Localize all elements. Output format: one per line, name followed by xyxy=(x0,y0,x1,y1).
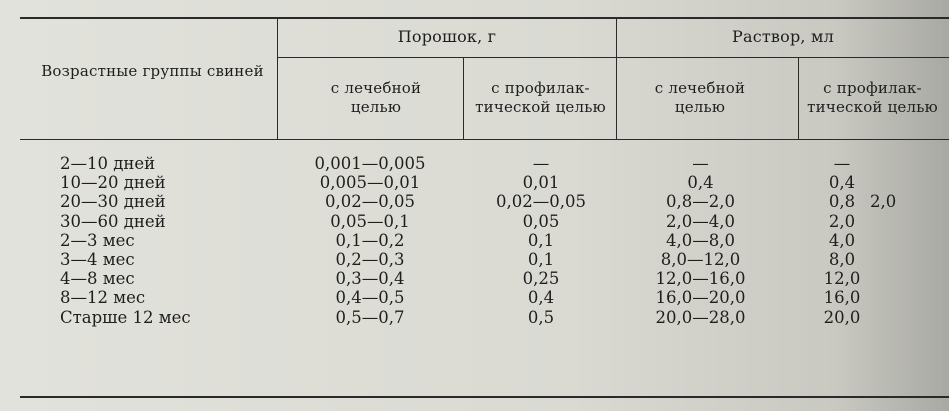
subheader-rule xyxy=(277,57,949,58)
cell-age: 10—20 дней xyxy=(60,173,166,193)
table-body xyxy=(0,154,949,327)
cell-extra: 2,0 xyxy=(870,192,897,212)
cell-age: 2—3 мес xyxy=(60,230,135,250)
cell-powder-prophylactic: 0,4 xyxy=(527,288,555,308)
cell-solution-therapeutic: — xyxy=(692,154,709,173)
cell-powder-prophylactic: 0,1 xyxy=(527,249,555,269)
header-powder-prophylactic: с профилак-тической целью xyxy=(475,79,606,116)
cell-powder-therapeutic: 0,3—0,4 xyxy=(335,269,405,289)
table-row xyxy=(0,154,949,173)
table-row xyxy=(0,308,949,327)
cell-powder-prophylactic: — xyxy=(532,154,550,173)
header-bottom-rule xyxy=(20,139,949,140)
cell-age: 20—30 дней xyxy=(60,192,166,212)
header-divider-solution xyxy=(798,58,799,139)
cell-solution-prophylactic: 4,0 xyxy=(828,230,856,250)
header-powder-therapeutic: с лечебной целью xyxy=(330,79,422,116)
cell-powder-prophylactic: 0,02—0,05 xyxy=(496,192,586,212)
cell-powder-therapeutic: 0,2—0,3 xyxy=(335,249,405,269)
cell-powder-therapeutic: 0,4—0,5 xyxy=(335,288,405,308)
cell-powder-prophylactic: 0,1 xyxy=(527,230,555,250)
cell-solution-therapeutic: 12,0—16,0 xyxy=(655,269,746,289)
cell-powder-therapeutic: 0,001—0,005 xyxy=(314,154,426,173)
cell-solution-prophylactic: — xyxy=(833,154,851,173)
cell-powder-therapeutic: 0,1—0,2 xyxy=(335,230,405,250)
cell-solution-prophylactic: 12,0 xyxy=(823,269,861,289)
table-bottom-rule xyxy=(20,396,949,398)
table-row xyxy=(0,192,949,211)
cell-powder-therapeutic: 0,05—0,1 xyxy=(330,211,410,231)
table-row xyxy=(0,269,949,288)
table-row xyxy=(0,173,949,192)
cell-solution-prophylactic: 16,0 xyxy=(823,288,861,308)
header-solution-prophylactic: с профилак-тической целью xyxy=(807,79,938,116)
cell-age: 3—4 мес xyxy=(60,249,135,269)
cell-solution-therapeutic: 8,0—12,0 xyxy=(660,249,741,269)
cell-powder-prophylactic: 0,05 xyxy=(522,211,560,231)
cell-solution-therapeutic: 16,0—20,0 xyxy=(655,288,746,308)
cell-powder-therapeutic: 0,5—0,7 xyxy=(335,307,405,327)
cell-solution-prophylactic: 2,0 xyxy=(828,211,856,231)
cell-solution-therapeutic: 4,0—8,0 xyxy=(666,230,735,250)
table-top-rule xyxy=(20,17,949,19)
cell-solution-therapeutic: 0,4 xyxy=(687,173,714,193)
header-powder: Порошок, г xyxy=(397,27,497,46)
table-row xyxy=(0,212,949,231)
cell-powder-prophylactic: 0,5 xyxy=(527,307,555,327)
cell-age: 4—8 мес xyxy=(60,269,135,289)
cell-powder-therapeutic: 0,005—0,01 xyxy=(319,173,421,193)
header-solution-therapeutic: с лечебной целью xyxy=(654,79,746,116)
cell-powder-prophylactic: 0,01 xyxy=(522,173,560,193)
cell-age: Старше 12 мес xyxy=(60,307,191,327)
header-divider-powder xyxy=(463,58,464,139)
cell-solution-therapeutic: 2,0—4,0 xyxy=(666,211,735,231)
header-age-group: Возрастные группы свиней xyxy=(41,62,264,80)
cell-powder-prophylactic: 0,25 xyxy=(522,269,560,289)
table-row xyxy=(0,231,949,250)
cell-age: 30—60 дней xyxy=(60,211,166,231)
cell-age: 2—10 дней xyxy=(60,154,156,173)
header-solution: Раствор, мл xyxy=(732,27,834,46)
cell-solution-prophylactic: 8,0 xyxy=(828,249,856,269)
cell-age: 8—12 мес xyxy=(60,288,146,308)
table-row xyxy=(0,250,949,269)
cell-solution-therapeutic: 20,0—28,0 xyxy=(655,307,746,327)
table-row xyxy=(0,288,949,307)
cell-powder-therapeutic: 0,02—0,05 xyxy=(325,192,415,212)
cell-solution-therapeutic: 0,8—2,0 xyxy=(666,192,735,212)
cell-solution-prophylactic: 20,0 xyxy=(823,307,861,327)
cell-solution-prophylactic: 0,8 xyxy=(828,192,856,212)
cell-solution-prophylactic: 0,4 xyxy=(828,173,856,193)
